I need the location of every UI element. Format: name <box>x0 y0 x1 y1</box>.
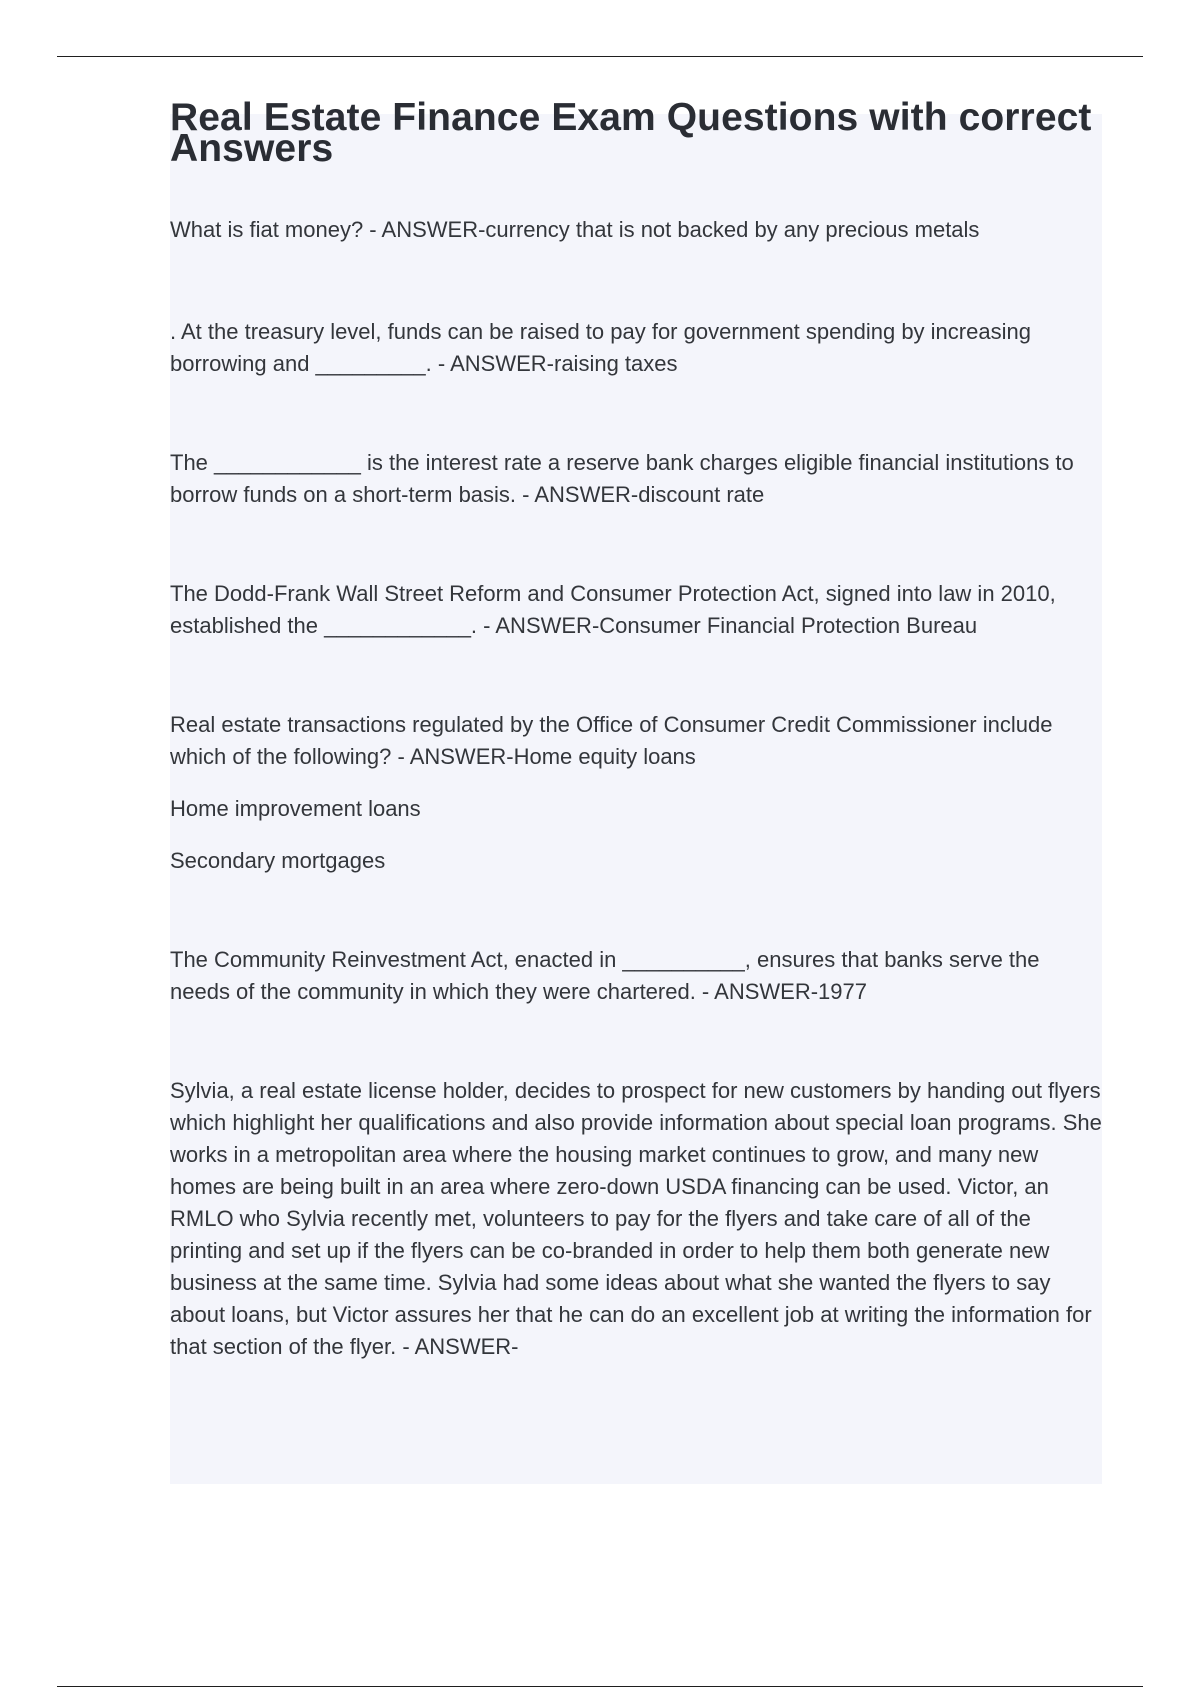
bottom-rule <box>57 1686 1143 1687</box>
qa-item-occc-transactions: Real estate transactions regulated by the Office of Consumer Credit Commissioner include which of the following? - ANSWER-Home equity loans <box>170 712 1053 769</box>
qa-answer-line: Home improvement loans <box>170 796 421 821</box>
qa-answer-line: Secondary mortgages <box>170 848 386 873</box>
qa-item-treasury-funds: . At the treasury level, funds can be raised to pay for government spending by increasing borrowing and _________. - ANSWER-raising taxes <box>170 319 1031 376</box>
qa-item-dodd-frank: The Dodd-Frank Wall Street Reform and Consumer Protection Act, signed into law in 2010, established the ____________. - ANSWER-Consumer Financial Protection Bureau <box>170 581 1056 638</box>
qa-list <box>170 214 1105 1363</box>
qa-item-discount-rate: The ____________ is the interest rate a reserve bank charges eligible financial institutions to borrow funds on a short-term basis. - ANSWER-discount rate <box>170 450 1074 507</box>
qa-item-fiat-money: What is fiat money? - ANSWER-currency that is not backed by any precious metals <box>170 217 980 242</box>
qa-item-community-reinvestment: The Community Reinvestment Act, enacted in __________, ensures that banks serve the needs of the community in which they were chartered. - ANSWER-1977 <box>170 947 1040 1004</box>
qa-item-sylvia-flyers: Sylvia, a real estate license holder, decides to prospect for new customers by handing out flyers which highlight her qualifications and also provide information about special loan programs. She works in a metropolitan area where the housing market continues to grow, and many new homes are being built in an area where zero-down USDA financing can be used. Victor, an RMLO who Sylvia recently met, volunteers to pay for the flyers and take care of all of the printing and set up if the flyers can be co-branded in order to help them both generate new business at the same time. Sylvia had some ideas about what she wanted the flyers to say about loans, but Victor assures her that he can do an excellent job at writing the information for that section of the flyer. - ANSWER- <box>170 1078 1102 1359</box>
document-body <box>170 96 1105 1363</box>
top-rule <box>57 56 1143 57</box>
document-title: Real Estate Finance Exam Questions with correct Answers <box>170 96 1092 170</box>
